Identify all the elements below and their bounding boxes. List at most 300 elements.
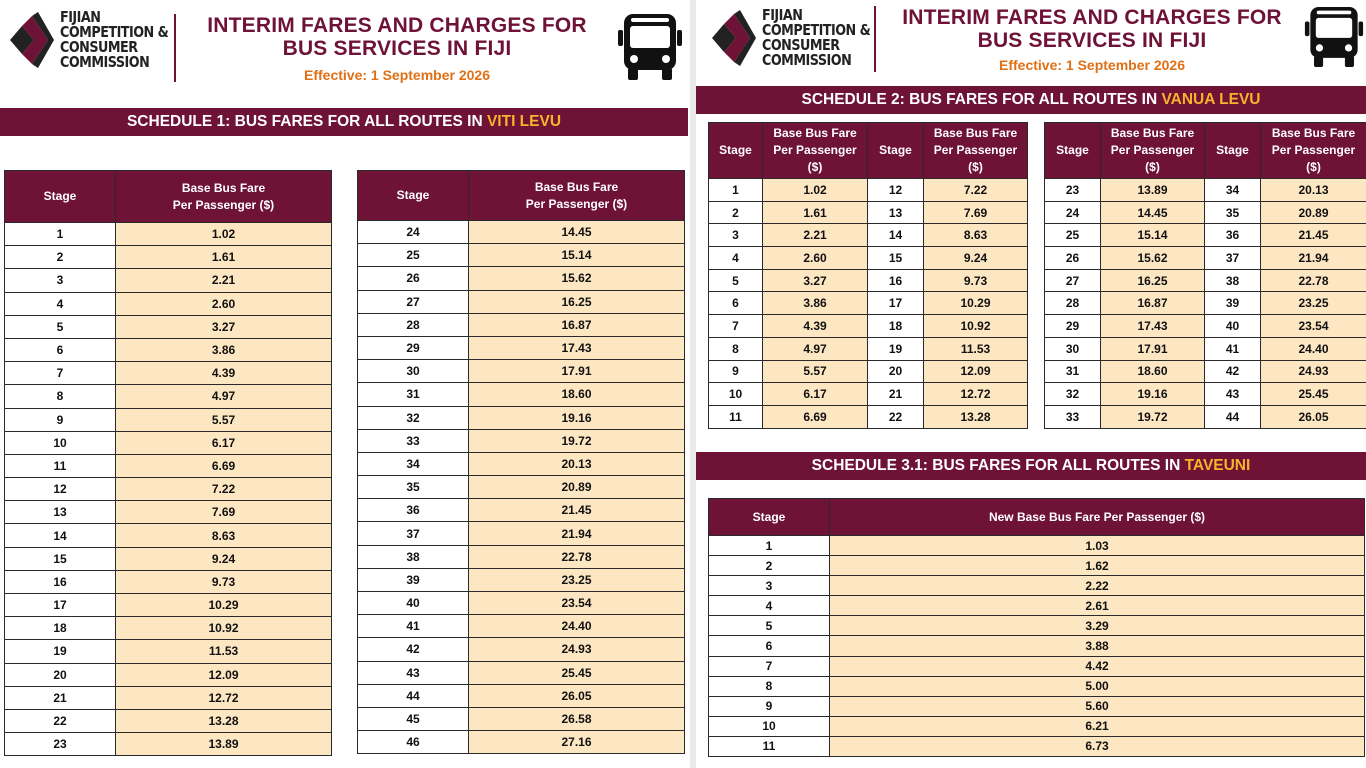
fare-cell: 11.53: [116, 640, 332, 663]
stage-cell: 16: [868, 269, 924, 292]
fare-cell: 23.54: [469, 592, 685, 615]
stage-cell: 1: [709, 536, 830, 556]
table-row: [709, 383, 1028, 406]
stage-cell: 9: [709, 696, 830, 716]
fare-cell: 3.27: [116, 315, 332, 338]
table-row: [358, 476, 685, 499]
table-row: [1045, 201, 1366, 224]
fare-cell: 3.88: [830, 636, 1365, 656]
table-row: [5, 570, 332, 593]
fare-cell: 24.40: [1261, 337, 1366, 360]
stage-cell: 3: [5, 269, 116, 292]
table-row: [5, 686, 332, 709]
fare-cell: 18.60: [1101, 360, 1205, 383]
schedule-3-table: [708, 498, 1365, 757]
stage-cell: 25: [1045, 224, 1101, 247]
stage-cell: 46: [358, 731, 469, 754]
fare-cell: 1.03: [830, 536, 1365, 556]
stage-cell: 23: [1045, 179, 1101, 202]
schedule-2-table-a: [708, 122, 1028, 429]
fare-cell: 6.69: [116, 454, 332, 477]
stage-cell: 37: [1205, 247, 1261, 270]
table-row: [5, 385, 332, 408]
org-line: COMMISSION: [60, 53, 150, 71]
schedule-2-banner: [696, 86, 1366, 114]
table-row: [709, 716, 1365, 736]
col-header-fare: Base Bus Fare Per Passenger ($): [1261, 123, 1366, 179]
fare-cell: 24.40: [469, 615, 685, 638]
stage-cell: 37: [358, 522, 469, 545]
fare-cell: 6.21: [830, 716, 1365, 736]
table-row: [358, 429, 685, 452]
stage-cell: 7: [709, 315, 763, 338]
stage-cell: 39: [1205, 292, 1261, 315]
fare-cell: 7.22: [924, 179, 1028, 202]
table-row: [358, 731, 685, 754]
table-row: [709, 536, 1365, 556]
col-header-stage: Stage: [868, 123, 924, 179]
fare-cell: 15.14: [469, 244, 685, 267]
col-header-stage: Stage: [1045, 123, 1101, 179]
fare-cell: 3.86: [763, 292, 868, 315]
fare-cell: 21.94: [469, 522, 685, 545]
stage-cell: 45: [358, 707, 469, 730]
table-row: [709, 556, 1365, 576]
table-row: [709, 247, 1028, 270]
stage-cell: 39: [358, 568, 469, 591]
col-header-stage: Stage: [1205, 123, 1261, 179]
fare-cell: 2.22: [830, 576, 1365, 596]
fare-cell: 20.89: [469, 476, 685, 499]
org-line: FIJIAN: [762, 6, 803, 24]
table-row: [358, 360, 685, 383]
page-title-line2: BUS SERVICES IN FIJI: [282, 37, 512, 60]
col-header-fare: Base Bus Fare Per Passenger ($): [116, 171, 332, 223]
fare-cell: 25.45: [469, 661, 685, 684]
schedule-2-3-panel: [696, 0, 1366, 768]
schedule-1-title: SCHEDULE 1: BUS FARES FOR ALL ROUTES IN: [126, 113, 487, 130]
stage-cell: 9: [709, 360, 763, 383]
table-row: [709, 201, 1028, 224]
col-header-stage: Stage: [709, 123, 763, 179]
fare-cell: 20.89: [1261, 201, 1366, 224]
table-row: [358, 383, 685, 406]
stage-cell: 22: [5, 709, 116, 732]
fare-cell: 1.02: [763, 179, 868, 202]
stage-cell: 34: [1205, 179, 1261, 202]
fare-cell: 15.62: [469, 267, 685, 290]
stage-cell: 21: [868, 383, 924, 406]
effective-date: Effective: 1 September 2026: [999, 57, 1185, 73]
fare-cell: 10.29: [116, 594, 332, 617]
table-row: [709, 576, 1365, 596]
fare-cell: 13.28: [116, 709, 332, 732]
table-row: [358, 545, 685, 568]
fare-cell: 25.45: [1261, 383, 1366, 406]
col-header-stage: Stage: [5, 171, 116, 223]
schedule-2-region: VANUA LEVU: [1161, 91, 1261, 108]
fare-cell: 2.21: [763, 224, 868, 247]
org-line: CONSUMER: [60, 38, 138, 56]
table-row: [709, 360, 1028, 383]
fare-cell: 12.72: [924, 383, 1028, 406]
stage-cell: 6: [709, 636, 830, 656]
stage-cell: 35: [358, 476, 469, 499]
stage-cell: 6: [709, 292, 763, 315]
stage-cell: 43: [358, 661, 469, 684]
stage-cell: 28: [1045, 292, 1101, 315]
table-row: [709, 292, 1028, 315]
fare-cell: 16.25: [1101, 269, 1205, 292]
schedule-2-title: SCHEDULE 2: BUS FARES FOR ALL ROUTES IN: [801, 91, 1162, 108]
header-divider: [874, 6, 876, 72]
stage-cell: 7: [5, 362, 116, 385]
stage-cell: 17: [868, 292, 924, 315]
table-row: [5, 362, 332, 385]
table-row: [358, 615, 685, 638]
table-row: [358, 684, 685, 707]
fare-cell: 10.29: [924, 292, 1028, 315]
stage-cell: 24: [358, 221, 469, 244]
fare-cell: 12.72: [116, 686, 332, 709]
stage-cell: 11: [5, 454, 116, 477]
stage-cell: 14: [5, 524, 116, 547]
org-name: [60, 10, 187, 70]
stage-cell: 42: [1205, 360, 1261, 383]
stage-cell: 34: [358, 452, 469, 475]
fare-cell: 15.62: [1101, 247, 1205, 270]
stage-cell: 40: [1205, 315, 1261, 338]
fare-cell: 11.53: [924, 337, 1028, 360]
stage-cell: 43: [1205, 383, 1261, 406]
schedule-1-table-b: [357, 170, 685, 754]
table-row: [5, 640, 332, 663]
stage-cell: 8: [709, 337, 763, 360]
bus-icon: [1304, 3, 1364, 71]
stage-cell: 3: [709, 224, 763, 247]
fare-cell: 19.72: [469, 429, 685, 452]
fccc-logo: [8, 10, 187, 70]
fare-cell: 19.16: [469, 406, 685, 429]
table-row: [709, 179, 1028, 202]
fare-cell: 19.72: [1101, 405, 1205, 428]
table-row: [5, 246, 332, 269]
fare-cell: 9.24: [116, 547, 332, 570]
stage-cell: 24: [1045, 201, 1101, 224]
stage-cell: 1: [709, 179, 763, 202]
fare-cell: 22.78: [1261, 269, 1366, 292]
stage-cell: 10: [709, 383, 763, 406]
table-row: [358, 522, 685, 545]
table-row: [709, 636, 1365, 656]
fare-cell: 26.05: [1261, 405, 1366, 428]
fare-cell: 16.87: [469, 313, 685, 336]
fare-cell: 2.60: [763, 247, 868, 270]
fare-cell: 9.73: [924, 269, 1028, 292]
table-row: [358, 221, 685, 244]
fccc-logo-icon: [710, 10, 756, 66]
stage-cell: 3: [709, 576, 830, 596]
fare-cell: 1.61: [763, 201, 868, 224]
bus-icon: [617, 12, 683, 82]
table-row: [709, 676, 1365, 696]
schedule-1-table-a: [4, 170, 332, 756]
stage-cell: 5: [709, 616, 830, 636]
effective-date: Effective: 1 September 2026: [304, 67, 490, 83]
fare-cell: 9.24: [924, 247, 1028, 270]
stage-cell: 2: [709, 201, 763, 224]
fare-cell: 10.92: [924, 315, 1028, 338]
table-row: [358, 592, 685, 615]
schedule-3-title: SCHEDULE 3.1: BUS FARES FOR ALL ROUTES IN: [811, 457, 1185, 474]
fare-cell: 17.43: [1101, 315, 1205, 338]
fare-cell: 7.69: [924, 201, 1028, 224]
table-row: [358, 336, 685, 359]
fare-cell: 24.93: [469, 638, 685, 661]
table-row: [1045, 315, 1366, 338]
stage-cell: 13: [5, 501, 116, 524]
stage-cell: 27: [1045, 269, 1101, 292]
page-title-line1: INTERIM FARES AND CHARGES FOR: [902, 6, 1282, 29]
stage-cell: 19: [5, 640, 116, 663]
fare-cell: 2.21: [116, 269, 332, 292]
fare-cell: 23.25: [1261, 292, 1366, 315]
col-header-fare: Base Bus Fare Per Passenger ($): [1101, 123, 1205, 179]
fare-cell: 5.00: [830, 676, 1365, 696]
table-row: [358, 707, 685, 730]
table-row: [358, 499, 685, 522]
table-row: [5, 431, 332, 454]
stage-cell: 12: [5, 478, 116, 501]
table-row: [709, 337, 1028, 360]
table-row: [5, 454, 332, 477]
fare-cell: 21.45: [469, 499, 685, 522]
header-divider: [174, 14, 176, 82]
table-row: [358, 313, 685, 336]
col-header-stage: Stage: [358, 171, 469, 221]
stage-cell: 23: [5, 733, 116, 756]
fare-cell: 16.87: [1101, 292, 1205, 315]
stage-cell: 18: [5, 617, 116, 640]
fare-cell: 4.97: [116, 385, 332, 408]
fare-cell: 12.09: [116, 663, 332, 686]
stage-cell: 31: [1045, 360, 1101, 383]
fare-cell: 7.69: [116, 501, 332, 524]
table-row: [1045, 269, 1366, 292]
fare-cell: 10.92: [116, 617, 332, 640]
stage-cell: 30: [358, 360, 469, 383]
stage-cell: 32: [358, 406, 469, 429]
stage-cell: 27: [358, 290, 469, 313]
stage-cell: 8: [5, 385, 116, 408]
stage-cell: 4: [5, 292, 116, 315]
table-row: [1045, 179, 1366, 202]
fare-cell: 23.54: [1261, 315, 1366, 338]
fare-cell: 21.45: [1261, 224, 1366, 247]
table-row: [5, 315, 332, 338]
table-row: [709, 224, 1028, 247]
fare-cell: 14.45: [1101, 201, 1205, 224]
table-row: [5, 733, 332, 756]
table-row: [5, 501, 332, 524]
fare-cell: 20.13: [469, 452, 685, 475]
stage-cell: 25: [358, 244, 469, 267]
fare-cell: 5.57: [763, 360, 868, 383]
fare-cell: 3.29: [830, 616, 1365, 636]
fare-cell: 9.73: [116, 570, 332, 593]
page-title-line2: BUS SERVICES IN FIJI: [977, 29, 1207, 52]
fare-cell: 3.27: [763, 269, 868, 292]
stage-cell: 12: [868, 179, 924, 202]
table-row: [1045, 405, 1366, 428]
stage-cell: 11: [709, 736, 830, 756]
table-row: [5, 408, 332, 431]
table-row: [358, 452, 685, 475]
stage-cell: 15: [5, 547, 116, 570]
org-line: COMPETITION &: [762, 21, 871, 39]
fare-cell: 7.22: [116, 478, 332, 501]
table-row: [709, 405, 1028, 428]
stage-cell: 20: [5, 663, 116, 686]
table-row: [358, 290, 685, 313]
col-header-fare: Base Bus Fare Per Passenger ($): [469, 171, 685, 221]
stage-cell: 5: [5, 315, 116, 338]
stage-cell: 4: [709, 596, 830, 616]
table-row: [358, 406, 685, 429]
stage-cell: 41: [1205, 337, 1261, 360]
stage-cell: 4: [709, 247, 763, 270]
stage-cell: 15: [868, 247, 924, 270]
stage-cell: 22: [868, 405, 924, 428]
col-header-fare: Base Bus Fare Per Passenger ($): [763, 123, 868, 179]
stage-cell: 20: [868, 360, 924, 383]
stage-cell: 33: [358, 429, 469, 452]
fare-cell: 16.25: [469, 290, 685, 313]
stage-cell: 1: [5, 223, 116, 246]
table-row: [1045, 292, 1366, 315]
fare-cell: 23.25: [469, 568, 685, 591]
fare-cell: 13.89: [116, 733, 332, 756]
table-row: [5, 269, 332, 292]
page-title-line1: INTERIM FARES AND CHARGES FOR: [207, 14, 587, 37]
stage-cell: 2: [709, 556, 830, 576]
stage-cell: 21: [5, 686, 116, 709]
table-row: [709, 616, 1365, 636]
stage-cell: 11: [709, 405, 763, 428]
table-row: [5, 478, 332, 501]
stage-cell: 38: [1205, 269, 1261, 292]
table-row: [5, 594, 332, 617]
fare-cell: 13.28: [924, 405, 1028, 428]
fare-cell: 4.42: [830, 656, 1365, 676]
stage-cell: 29: [1045, 315, 1101, 338]
stage-cell: 26: [1045, 247, 1101, 270]
stage-cell: 35: [1205, 201, 1261, 224]
table-row: [1045, 383, 1366, 406]
fare-cell: 26.05: [469, 684, 685, 707]
stage-cell: 16: [5, 570, 116, 593]
table-row: [709, 269, 1028, 292]
schedule-2-table-b: [1044, 122, 1366, 429]
fare-cell: 1.02: [116, 223, 332, 246]
fare-cell: 17.43: [469, 336, 685, 359]
stage-cell: 17: [5, 594, 116, 617]
stage-cell: 5: [709, 269, 763, 292]
table-row: [5, 663, 332, 686]
fare-cell: 22.78: [469, 545, 685, 568]
fare-cell: 6.69: [763, 405, 868, 428]
stage-cell: 7: [709, 656, 830, 676]
stage-cell: 14: [868, 224, 924, 247]
table-row: [5, 709, 332, 732]
stage-cell: 8: [709, 676, 830, 696]
fare-cell: 6.17: [763, 383, 868, 406]
org-line: FIJIAN: [60, 8, 101, 26]
schedule-3-banner: [696, 452, 1366, 480]
col-header-fare: New Base Bus Fare Per Passenger ($): [830, 499, 1365, 536]
fare-cell: 15.14: [1101, 224, 1205, 247]
stage-cell: 28: [358, 313, 469, 336]
stage-cell: 6: [5, 338, 116, 361]
stage-cell: 36: [358, 499, 469, 522]
stage-cell: 10: [5, 431, 116, 454]
table-row: [709, 696, 1365, 716]
fare-cell: 20.13: [1261, 179, 1366, 202]
fare-cell: 2.61: [830, 596, 1365, 616]
table-row: [709, 596, 1365, 616]
stage-cell: 26: [358, 267, 469, 290]
table-row: [5, 223, 332, 246]
table-row: [358, 267, 685, 290]
stage-cell: 44: [1205, 405, 1261, 428]
fare-cell: 24.93: [1261, 360, 1366, 383]
header-title-block: [190, 14, 604, 83]
stage-cell: 19: [868, 337, 924, 360]
fare-cell: 5.60: [830, 696, 1365, 716]
fccc-logo: [710, 8, 889, 68]
schedule-3-region: TAVEUNI: [1184, 457, 1251, 474]
fare-cell: 14.45: [469, 221, 685, 244]
table-row: [5, 617, 332, 640]
stage-cell: 2: [5, 246, 116, 269]
table-row: [358, 638, 685, 661]
table-row: [5, 292, 332, 315]
table-row: [709, 736, 1365, 756]
fare-cell: 1.61: [116, 246, 332, 269]
table-row: [1045, 360, 1366, 383]
table-row: [1045, 247, 1366, 270]
org-line: COMMISSION: [762, 51, 852, 69]
col-header-stage: Stage: [709, 499, 830, 536]
stage-cell: 10: [709, 716, 830, 736]
org-line: COMPETITION &: [60, 23, 169, 41]
schedule-1-region: VITI LEVU: [486, 113, 562, 130]
stage-cell: 41: [358, 615, 469, 638]
fare-cell: 5.57: [116, 408, 332, 431]
stage-cell: 13: [868, 201, 924, 224]
fare-cell: 13.89: [1101, 179, 1205, 202]
fare-cell: 17.91: [469, 360, 685, 383]
fare-cell: 4.97: [763, 337, 868, 360]
fare-cell: 17.91: [1101, 337, 1205, 360]
table-row: [5, 524, 332, 547]
table-row: [709, 315, 1028, 338]
table-row: [358, 244, 685, 267]
fare-cell: 6.17: [116, 431, 332, 454]
table-row: [5, 338, 332, 361]
fccc-logo-icon: [8, 12, 54, 68]
fare-cell: 4.39: [116, 362, 332, 385]
